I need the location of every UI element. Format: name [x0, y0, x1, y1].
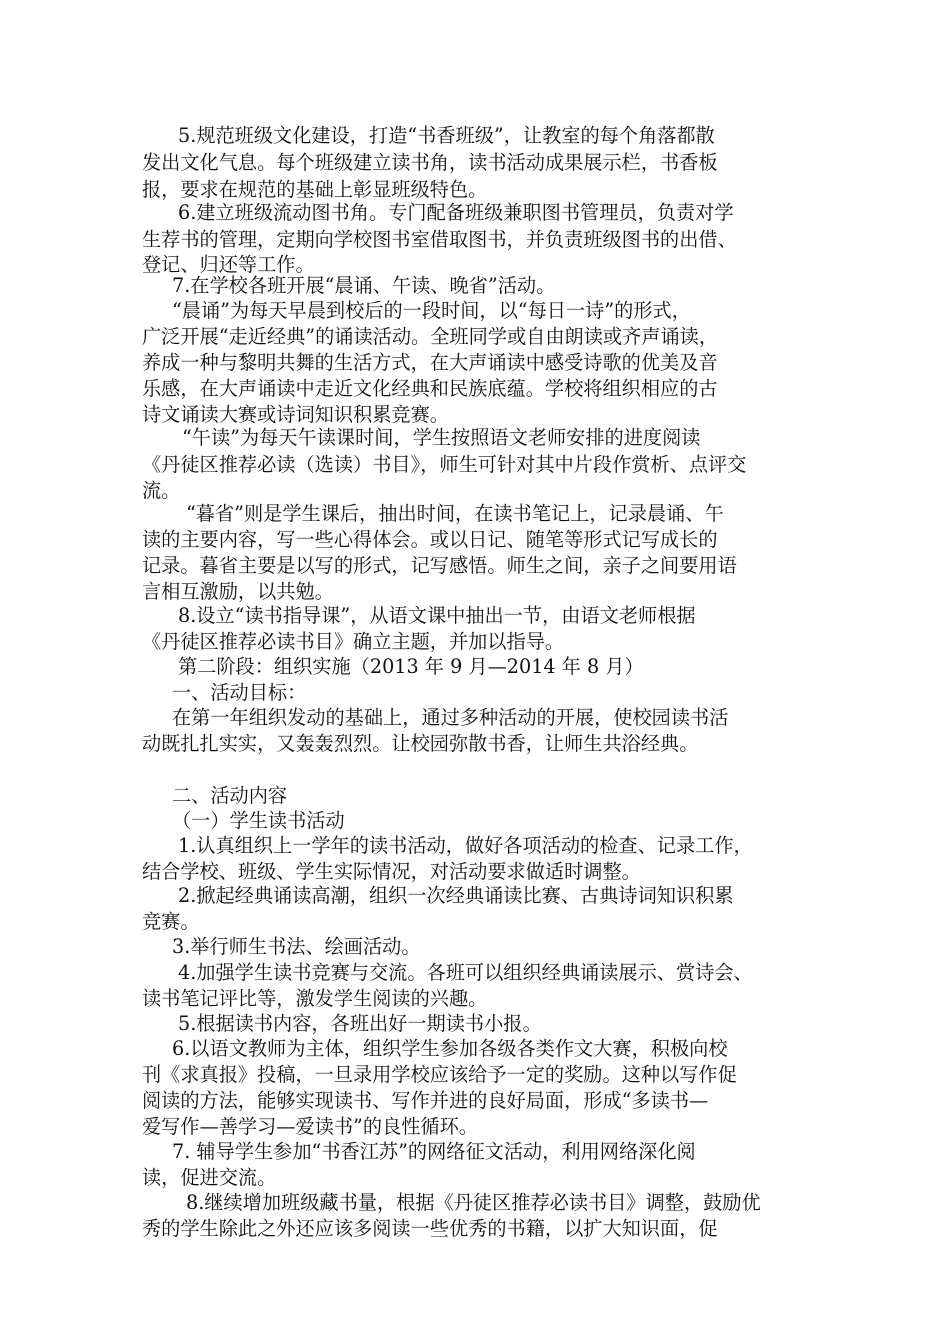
text-line: 《丹徒区推荐必读书目》确立主题，并加以指导。 — [142, 630, 565, 653]
text-line: 阅读的方法，能够实现读书、写作并进的良好局面，形成“多读书— — [142, 1089, 709, 1112]
text-line: 生荐书的管理，定期向学校图书室借取图书，并负责班级图书的出借、 — [142, 228, 737, 251]
text-line: 养成一种与黎明共舞的生活方式，在大声诵读中感受诗歌的优美及音 — [142, 351, 718, 374]
text-line: 读书笔记评比等，激发学生阅读的兴趣。 — [142, 987, 488, 1010]
text-line: 2.掀起经典诵读高潮，组织一次经典诵读比赛、古典诗词知识积累 — [178, 884, 734, 907]
text-line: 报，要求在规范的基础上彰显班级特色。 — [142, 178, 488, 201]
text-line: 刊《求真报》投稿，一旦录用学校应该给予一定的奖励。这种以写作促 — [142, 1063, 737, 1086]
text-line: 记录。暮省主要是以写的形式，记写感悟。师生之间，亲子之间要用语 — [142, 554, 737, 577]
text-line: 结合学校、班级、学生实际情况，对活动要求做适时调整。 — [142, 860, 641, 883]
text-line: 诗文诵读大赛或诗词知识积累竞赛。 — [142, 403, 449, 426]
text-line: 第二阶段：组织实施（2013 年 9 月—2014 年 8 月） — [178, 655, 644, 678]
text-line: 8.继续增加班级藏书量，根据《丹徒区推荐必读书目》调整，鼓励优 — [186, 1191, 761, 1214]
text-line: 读，促进交流。 — [142, 1166, 277, 1189]
text-line: 1.认真组织上一学年的读书活动，做好各项活动的检查、记录工作， — [178, 834, 753, 857]
text-line: 广泛开展“走近经典”的诵读活动。全班同学或自由朗读或齐声诵读， — [142, 325, 719, 348]
text-line: 一、活动目标： — [172, 681, 307, 704]
text-line: 6.以语文教师为主体，组织学生参加各级各类作文大赛，积极向校 — [172, 1037, 728, 1060]
text-line: 竞赛。 — [142, 910, 200, 933]
text-line: 二、活动内容 — [172, 784, 288, 807]
text-line: 在第一年组织发动的基础上，通过多种活动的开展，使校园读书活 — [172, 706, 729, 729]
text-line: 3.举行师生书法、绘画活动。 — [172, 935, 421, 958]
text-line: 读的主要内容，写一些心得体会。或以日记、随笔等形式记写成长的 — [142, 528, 718, 551]
text-line: “暮省”则是学生课后，抽出时间，在读书笔记上，记录晨诵、午 — [186, 502, 724, 525]
text-line: 乐感，在大声诵读中走近文化经典和民族底蕴。学校将组织相应的古 — [142, 377, 718, 400]
text-line: 发出文化气息。每个班级建立读书角，读书活动成果展示栏，书香板 — [142, 151, 718, 174]
text-line: 流。 — [142, 479, 181, 502]
text-line: “晨诵”为每天早晨到校后的一段时间，以“每日一诗”的形式， — [172, 299, 691, 322]
text-line: 7.在学校各班开展“晨诵、午读、晚省”活动。 — [172, 274, 556, 297]
text-line: 8.设立“读书指导课”，从语文课中抽出一节，由语文老师根据 — [178, 604, 696, 627]
text-line: 5.规范班级文化建设，打造“书香班级”，让教室的每个角落都散 — [178, 124, 715, 147]
text-line: 4.加强学生读书竞赛与交流。各班可以组织经典诵读展示、赏诗会、 — [178, 961, 753, 984]
text-line: 《丹徒区推荐必读（选读）书目》，师生可针对其中片段作赏析、点评交 — [142, 453, 747, 476]
text-line: （一）学生读书活动 — [172, 809, 345, 832]
text-line: 6.建立班级流动图书角。专门配备班级兼职图书管理员，负责对学 — [178, 201, 734, 224]
text-line: 登记、归还等工作。 — [142, 253, 315, 276]
text-line: 5.根据读书内容，各班出好一期读书小报。 — [178, 1012, 542, 1035]
text-line: 7. 辅导学生参加“书香江苏”的网络征文活动，利用网络深化阅 — [172, 1140, 696, 1163]
text-line: 言相互激励，以共勉。 — [142, 580, 334, 603]
text-line: 动既扎扎实实，又轰轰烈烈。让校园弥散书香，让师生共浴经典。 — [142, 732, 699, 755]
text-line: 爱写作—善学习—爱读书”的良性循环。 — [142, 1115, 478, 1138]
text-line: 秀的学生除此之外还应该多阅读一些优秀的书籍，以扩大知识面，促 — [142, 1217, 718, 1240]
text-line: “午读”为每天午读课时间，学生按照语文老师安排的进度阅读 — [182, 426, 701, 449]
